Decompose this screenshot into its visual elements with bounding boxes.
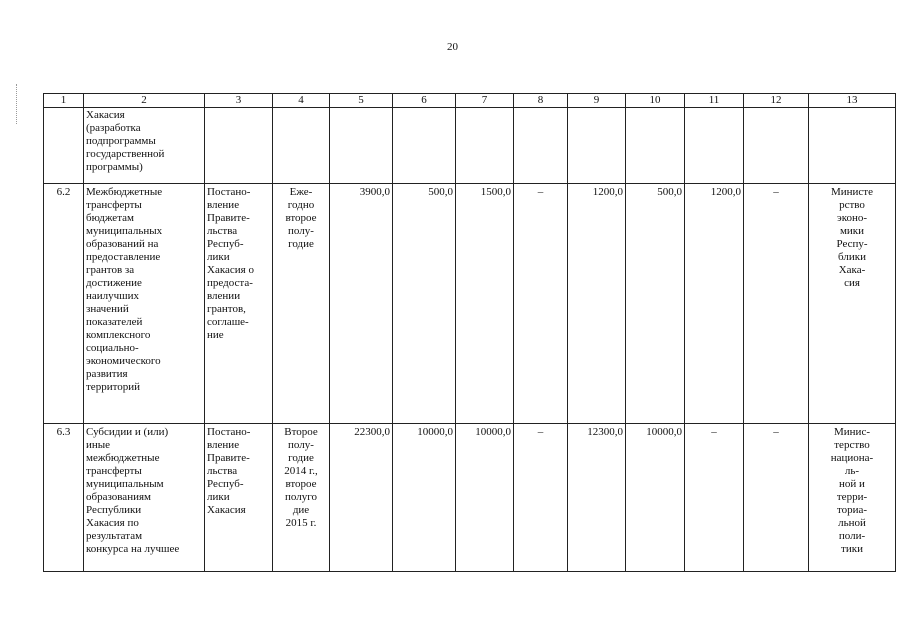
- cell-no: 6.3: [44, 424, 84, 572]
- table-row: [44, 424, 896, 572]
- column-header: 6: [393, 94, 456, 108]
- table-row-continuation: [44, 108, 896, 184]
- column-number-row: [44, 94, 896, 108]
- cell-executor: Минис- терство национа- ль- ной и терри- ториа- льной поли- тики: [809, 424, 896, 572]
- page-number: 20: [447, 41, 458, 53]
- cell-value: 10000,0: [456, 424, 514, 572]
- cell-value: 10000,0: [393, 424, 456, 572]
- column-header: 2: [84, 94, 205, 108]
- cell-empty: [685, 108, 744, 184]
- budget-table: [43, 93, 896, 572]
- cell-name: Межбюджетные трансферты бюджетам муниципальных образований на предоставление грантов за достижение наилучших значений показателей комплексного социально- экономического развития территорий: [84, 184, 205, 424]
- column-header: 3: [205, 94, 273, 108]
- cell-empty: [514, 108, 568, 184]
- cell-empty: [744, 108, 809, 184]
- column-header: 9: [568, 94, 626, 108]
- cell-value: 1200,0: [568, 184, 626, 424]
- cell-no: [44, 108, 84, 184]
- cell-term: Еже- годно второе полу- годие: [273, 184, 330, 424]
- cell-empty: [205, 108, 273, 184]
- column-header: 5: [330, 94, 393, 108]
- cell-value: –: [744, 184, 809, 424]
- column-header: 11: [685, 94, 744, 108]
- cell-term: Второе полу- годие 2014 г., второе полуго дие 2015 г.: [273, 424, 330, 572]
- cell-value: 10000,0: [626, 424, 685, 572]
- column-header: 13: [809, 94, 896, 108]
- cell-name: Субсидии и (или) иные межбюджетные трансферты муниципальным образованиям Республики Хакасия по результатам конкурса на лучшее: [84, 424, 205, 572]
- cell-empty: [626, 108, 685, 184]
- cell-empty: [456, 108, 514, 184]
- table-row: [44, 184, 896, 424]
- cell-value: 3900,0: [330, 184, 393, 424]
- cell-value: 12300,0: [568, 424, 626, 572]
- cell-empty: [273, 108, 330, 184]
- column-header: 10: [626, 94, 685, 108]
- column-header: 1: [44, 94, 84, 108]
- cell-empty: [809, 108, 896, 184]
- column-header: 12: [744, 94, 809, 108]
- cell-empty: [568, 108, 626, 184]
- cell-name: Хакасия (разработка подпрограммы государственной программы): [84, 108, 205, 184]
- cell-value: –: [685, 424, 744, 572]
- column-header: 7: [456, 94, 514, 108]
- column-header: 8: [514, 94, 568, 108]
- cell-value: –: [514, 424, 568, 572]
- cell-value: –: [744, 424, 809, 572]
- cell-empty: [330, 108, 393, 184]
- cell-value: 1500,0: [456, 184, 514, 424]
- cell-value: 500,0: [626, 184, 685, 424]
- margin-mark: [16, 84, 25, 124]
- cell-empty: [393, 108, 456, 184]
- cell-value: –: [514, 184, 568, 424]
- column-header: 4: [273, 94, 330, 108]
- cell-no: 6.2: [44, 184, 84, 424]
- cell-executor: Министе рство эконо- мики Респу- блики Хака- сия: [809, 184, 896, 424]
- cell-value: 1200,0: [685, 184, 744, 424]
- cell-value: 500,0: [393, 184, 456, 424]
- cell-document: Постано- вление Правите- льства Респуб- лики Хакасия: [205, 424, 273, 572]
- cell-document: Постано- вление Правите- льства Респуб- лики Хакасия о предоста- влении грантов, соглаше- ние: [205, 184, 273, 424]
- cell-value: 22300,0: [330, 424, 393, 572]
